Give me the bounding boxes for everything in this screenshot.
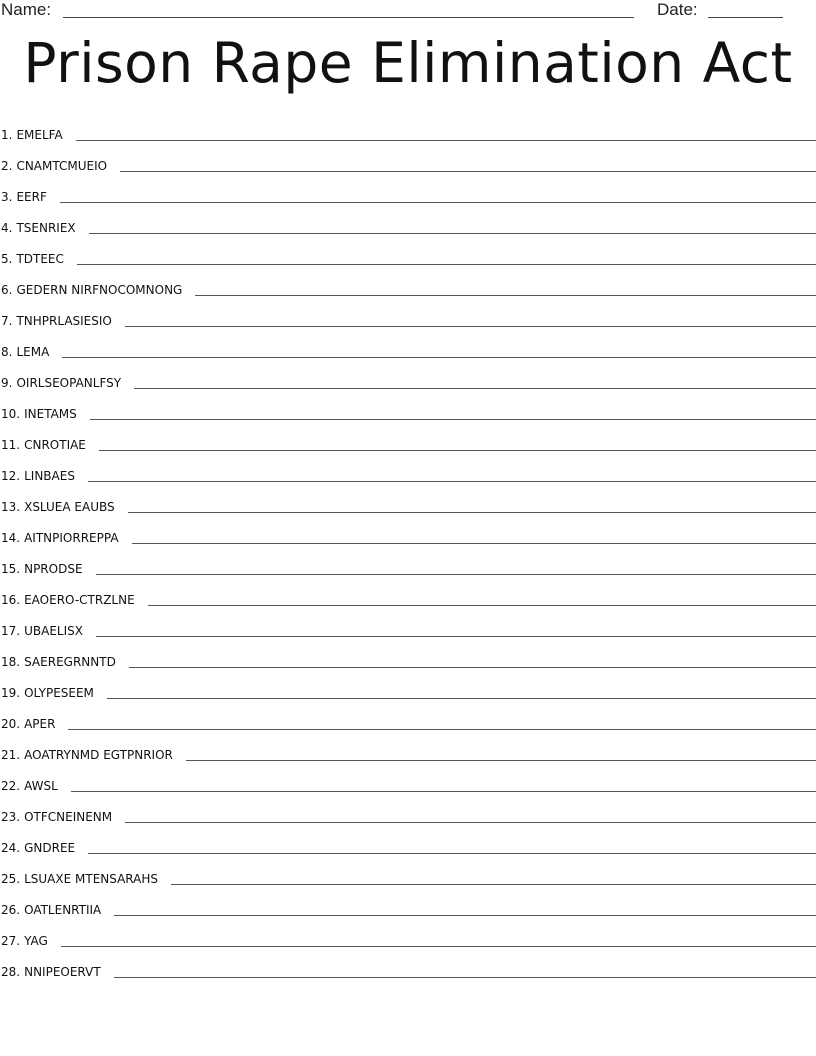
scrambled-word-label	[0, 903, 101, 918]
scrambled-word-label	[0, 841, 75, 856]
scrambled-word: EMELFA	[16, 128, 63, 142]
answer-line[interactable]	[125, 822, 816, 823]
answer-line[interactable]	[71, 791, 816, 792]
list-item	[0, 856, 816, 887]
answer-line[interactable]	[77, 264, 816, 265]
list-item	[0, 825, 816, 856]
answer-line[interactable]	[186, 760, 816, 761]
scrambled-word: UBAELISX	[24, 624, 83, 638]
answer-line[interactable]	[134, 388, 816, 389]
page-title: Prison Rape Elimination Act	[23, 31, 793, 95]
answer-line[interactable]	[88, 481, 816, 482]
item-number: 9.	[1, 376, 13, 390]
answer-line[interactable]	[107, 698, 816, 699]
date-label: Date:	[657, 0, 698, 19]
list-item	[0, 918, 816, 949]
scrambled-word: CNAMTCMUEIO	[16, 159, 108, 173]
list-item	[0, 453, 816, 484]
answer-line[interactable]	[128, 512, 816, 513]
scrambled-word: OLYPESEEM	[24, 686, 94, 700]
list-item	[0, 732, 816, 763]
scrambled-word-label	[0, 531, 119, 546]
list-item	[0, 422, 816, 453]
scrambled-word-label	[0, 779, 58, 794]
answer-line[interactable]	[96, 574, 816, 575]
item-number: 6.	[1, 283, 13, 297]
scrambled-word: TNHPRLASIESIO	[16, 314, 112, 328]
scrambled-word-label	[0, 407, 77, 422]
scrambled-word-label	[0, 128, 63, 143]
answer-line[interactable]	[88, 853, 816, 854]
scrambled-word: YAG	[24, 934, 48, 948]
list-item	[0, 515, 816, 546]
answer-line[interactable]	[114, 977, 816, 978]
item-number: 17.	[1, 624, 21, 638]
scrambled-word-label	[0, 159, 107, 174]
item-number: 28.	[1, 965, 21, 979]
scrambled-word: APER	[24, 717, 56, 731]
list-item	[0, 329, 816, 360]
date-field-line[interactable]	[708, 17, 783, 18]
answer-line[interactable]	[62, 357, 816, 358]
answer-line[interactable]	[171, 884, 816, 885]
name-label: Name:	[1, 0, 52, 19]
list-item	[0, 794, 816, 825]
item-number: 26.	[1, 903, 21, 917]
list-item	[0, 205, 816, 236]
item-number: 18.	[1, 655, 21, 669]
scrambled-word-label	[0, 717, 55, 732]
scrambled-word: OTFCNEINENM	[24, 810, 113, 824]
item-number: 10.	[1, 407, 21, 421]
scrambled-word-label	[0, 221, 76, 236]
answer-line[interactable]	[125, 326, 816, 327]
list-item	[0, 608, 816, 639]
scrambled-word-label	[0, 438, 86, 453]
scrambled-word: AWSL	[24, 779, 58, 793]
scrambled-word-label	[0, 469, 75, 484]
item-number: 7.	[1, 314, 13, 328]
scrambled-word-label	[0, 314, 112, 329]
scrambled-word-label	[0, 624, 83, 639]
list-item	[0, 887, 816, 918]
answer-line[interactable]	[99, 450, 816, 451]
answer-line[interactable]	[76, 140, 816, 141]
item-number: 25.	[1, 872, 21, 886]
item-number: 8.	[1, 345, 13, 359]
scrambled-word-label	[0, 748, 173, 763]
answer-line[interactable]	[89, 233, 816, 234]
scrambled-word: SAEREGRNNTD	[24, 655, 116, 669]
item-number: 15.	[1, 562, 21, 576]
item-number: 1.	[1, 128, 13, 142]
scrambled-word-label	[0, 283, 182, 298]
scrambled-word: GEDERN NIRFNOCOMNONG	[16, 283, 183, 297]
list-item	[0, 546, 816, 577]
answer-line[interactable]	[195, 295, 816, 296]
list-item	[0, 670, 816, 701]
list-item	[0, 298, 816, 329]
answer-line[interactable]	[96, 636, 816, 637]
scrambled-word: CNROTIAE	[24, 438, 86, 452]
answer-line[interactable]	[90, 419, 816, 420]
scrambled-word-label	[0, 965, 101, 980]
answer-line[interactable]	[68, 729, 816, 730]
scrambled-word-label	[0, 190, 47, 205]
scrambled-word-label	[0, 252, 64, 267]
scrambled-word: TDTEEC	[16, 252, 64, 266]
answer-line[interactable]	[132, 543, 816, 544]
scrambled-word: TSENRIEX	[16, 221, 76, 235]
scrambled-word: OIRLSEOPANLFSY	[16, 376, 122, 390]
scrambled-word-label	[0, 593, 135, 608]
item-number: 11.	[1, 438, 21, 452]
scrambled-word: AOATRYNMD EGTPNRIOR	[24, 748, 173, 762]
scrambled-word: LSUAXE MTENSARAHS	[24, 872, 158, 886]
item-number: 19.	[1, 686, 21, 700]
item-number: 5.	[1, 252, 13, 266]
list-item	[0, 484, 816, 515]
scrambled-word: XSLUEA EAUBS	[24, 500, 115, 514]
scrambled-word-label	[0, 376, 121, 391]
scrambled-word-label	[0, 810, 112, 825]
scramble-list	[0, 112, 816, 980]
list-item	[0, 701, 816, 732]
list-item	[0, 143, 816, 174]
item-number: 4.	[1, 221, 13, 235]
answer-line[interactable]	[129, 667, 816, 668]
scrambled-word-label	[0, 562, 83, 577]
scrambled-word: EAOERO-CTRZLNE	[24, 593, 135, 607]
answer-line[interactable]	[148, 605, 816, 606]
list-item	[0, 267, 816, 298]
scrambled-word: EERF	[16, 190, 47, 204]
worksheet-header	[0, 0, 816, 22]
list-item	[0, 639, 816, 670]
scrambled-word: GNDREE	[24, 841, 76, 855]
item-number: 21.	[1, 748, 21, 762]
answer-line[interactable]	[60, 202, 816, 203]
answer-line[interactable]	[120, 171, 816, 172]
item-number: 22.	[1, 779, 21, 793]
item-number: 23.	[1, 810, 21, 824]
list-item	[0, 236, 816, 267]
scrambled-word: LINBAES	[24, 469, 75, 483]
scrambled-word: AITNPIORREPPA	[24, 531, 119, 545]
scrambled-word-label	[0, 934, 48, 949]
scrambled-word-label	[0, 655, 116, 670]
scrambled-word: OATLENRTIIA	[24, 903, 102, 917]
list-item	[0, 112, 816, 143]
answer-line[interactable]	[61, 946, 816, 947]
scrambled-word-label	[0, 872, 158, 887]
scrambled-word-label	[0, 686, 94, 701]
scrambled-word-label	[0, 500, 115, 515]
list-item	[0, 577, 816, 608]
list-item	[0, 391, 816, 422]
list-item	[0, 360, 816, 391]
item-number: 27.	[1, 934, 21, 948]
item-number: 24.	[1, 841, 21, 855]
item-number: 20.	[1, 717, 21, 731]
answer-line[interactable]	[114, 915, 816, 916]
scrambled-word-label	[0, 345, 49, 360]
item-number: 2.	[1, 159, 13, 173]
name-field-line[interactable]	[63, 17, 634, 18]
item-number: 3.	[1, 190, 13, 204]
item-number: 14.	[1, 531, 21, 545]
item-number: 16.	[1, 593, 21, 607]
scrambled-word: INETAMS	[24, 407, 77, 421]
scrambled-word: LEMA	[16, 345, 50, 359]
scrambled-word: NPRODSE	[24, 562, 83, 576]
scrambled-word: NNIPEOERVT	[24, 965, 101, 979]
item-number: 13.	[1, 500, 21, 514]
item-number: 12.	[1, 469, 21, 483]
list-item	[0, 174, 816, 205]
list-item	[0, 763, 816, 794]
list-item	[0, 949, 816, 980]
